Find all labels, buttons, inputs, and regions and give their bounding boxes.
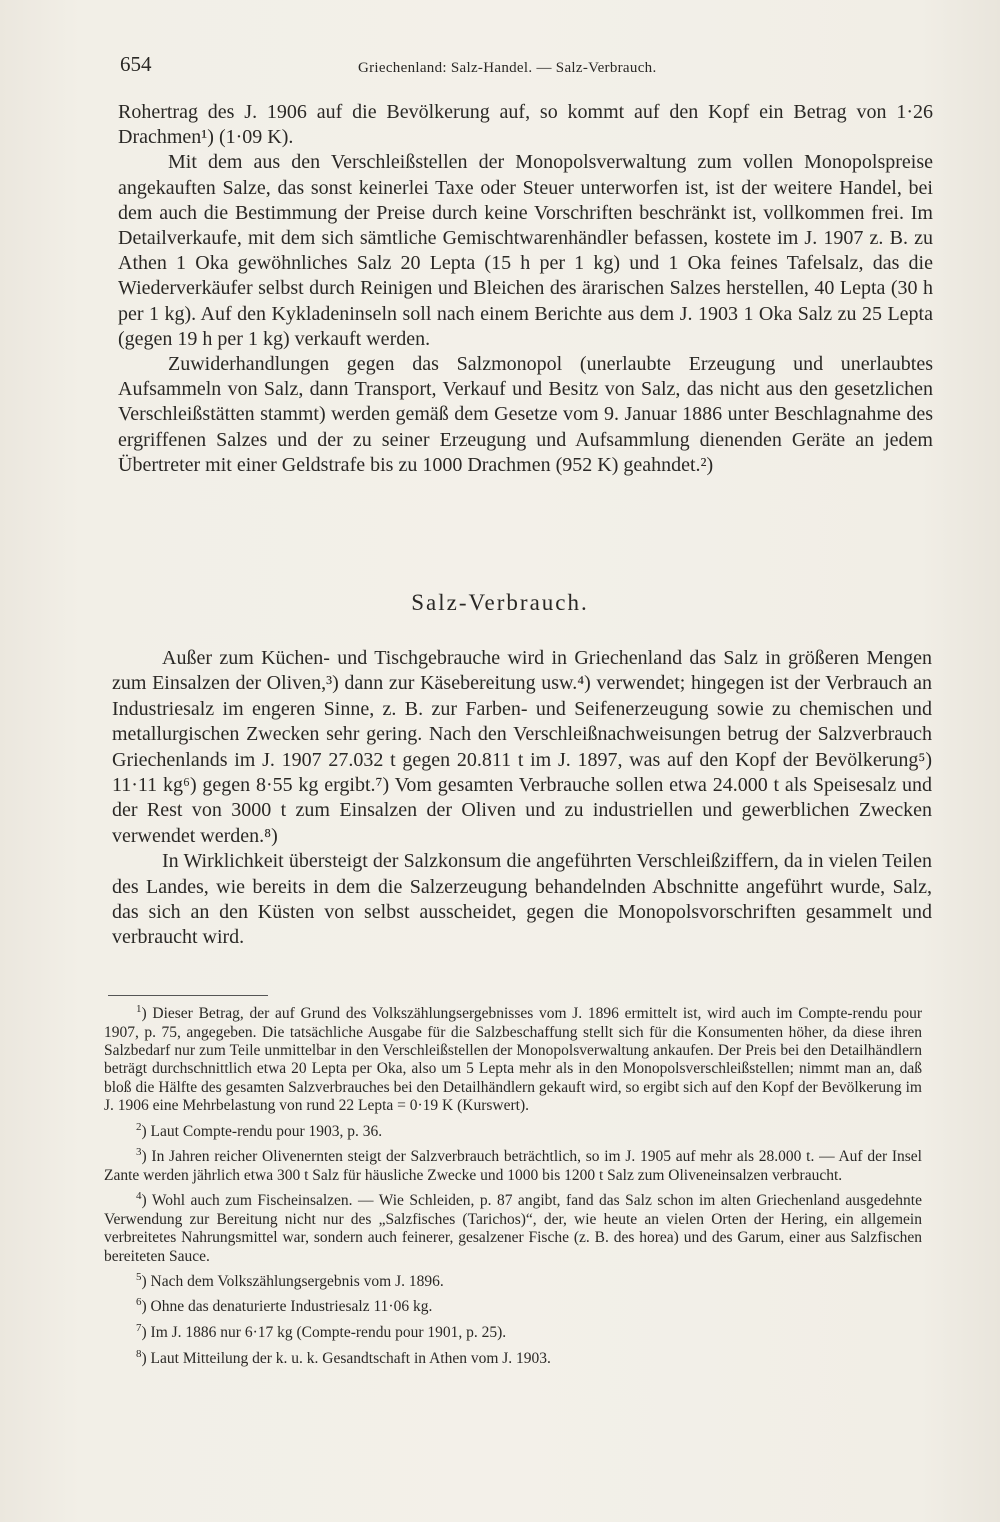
body-text-bottom <box>112 646 932 951</box>
footnote-text: Im J. 1886 nur 6·17 kg (Compte-rendu pour 1901, p. 25). <box>150 1324 507 1342</box>
footnote-mark: 4 <box>136 1190 142 1203</box>
running-head: Griechenland: Salz-Handel. — Salz-Verbrauch. <box>358 60 657 76</box>
footnote-mark: 8 <box>136 1347 142 1360</box>
footnote-text: Ohne das denaturierte Industriesalz 11·06 kg. <box>150 1298 433 1316</box>
footnote: $^6$) Ohne das denaturierte Industriesalz 11·06 kg. <box>136 1296 433 1316</box>
footnote-text: Laut Compte-rendu pour 1903, p. 36. <box>150 1122 383 1140</box>
footnote-mark: 5 <box>136 1270 142 1283</box>
footnote-text: Wohl auch zum Fischeinsalzen. — Wie Schleiden, p. 87 angibt, fand das Salz schon im alten Griechenland ausgedehnte Verwendung zur Bereitung nicht nur des „Salzfisches (Tarichos)“, der, wie heute an vielen Orten der Hering, ein allgemein verbreitetes Nahrungsmittel war, sondern auch feinerer, gesalzener Fische (z. B. des horea) und des Garum, einer aus Salzfischen bereiteten Sauce. <box>104 1192 922 1265</box>
footnote: $^4$) Wohl auch zum Fischeinsalzen. — Wie Schleiden, p. 87 angibt, fand das Salz schon im alten Griechenland ausgedehnte Verwendung zur Bereitung nicht nur des „Salzfisches (Tarichos)“, der, wie heute an vielen Orten der Hering, ein allgemein verbreitetes Nahrungsmittel war, sondern auch feinerer, gesalzener Fische (z. B. des horea) und des Garum, einer aus Salzfischen bereiteten Sauce. <box>104 1190 922 1265</box>
page-number: 654 <box>120 52 152 76</box>
footnote-mark: 1 <box>136 1003 142 1015</box>
footnote-mark: 3 <box>136 1146 142 1159</box>
footnote-divider <box>108 995 268 996</box>
footnote-text: Dieser Betrag, der auf Grund des Volkszählungsergebnisses vom J. 1896 ermittelt ist, wird auch im Compte-rendu pour 1907, p. 75, angegeben. Die tatsächliche Ausgabe für die Salzbeschaffung stellt sich für die Konsumenten höher, da diese ihren Salzbedarf nur zum Teile unmittelbar in den Verschleißstellen der Monopolsverwaltung ankaufen. Der Preis bei den Detailhändlern beträgt durchschnittlich etwa 20 Lepta per Oka, also um 5 Lepta mehr als in den Monopolsverschleißstellen; nimmt man an, daß bloß die Hälfte des gesamten Salzverbrauches bei den Detailhändlern gekauft wird, so ergibt sich auf den Kopf der Bevölkerung im J. 1906 eine Mehrbelastung von rund 22 Lepta = 0·19 K (Kurswert). <box>104 1005 922 1115</box>
footnote-mark: 2 <box>136 1120 142 1133</box>
footnotes <box>104 1000 922 1370</box>
body-text-top <box>118 100 933 478</box>
footnote-text: Laut Mitteilung der k. u. k. Gesandtschaft in Athen vom J. 1903. <box>150 1349 551 1367</box>
paragraph: Mit dem aus den Verschleißstellen der Monopolsverwaltung zum vollen Monopolspreise angekauften Salze, das sonst keinerlei Taxe oder Steuer unterworfen ist, ist der weitere Handel, bei dem auch die Bestimmung der Preise durch keine Vorschriften beschränkt ist, vollkommen frei. Im Detailverkaufe, mit dem sich sämtliche Gemischtwarenhändler befassen, kostete im J. 1907 z. B. zu Athen 1 Oka gewöhnliches Salz 20 Lepta (15 h per 1 kg) und 1 Oka feines Tafelsalz, das die Wiederverkäufer selbst durch Reinigen und Bleichen des ärarischen Salzes herstellen, 40 Lepta (30 h per 1 kg). Auf den Kykladeninseln soll nach einem Berichte aus dem J. 1903 1 Oka Salz zu 25 Lepta (gegen 19 h per 1 kg) verkauft werden. <box>118 151 933 350</box>
paragraph: Außer zum Küchen- und Tischgebrauche wird in Griechenland das Salz in größeren Mengen zum Einsalzen der Oliven,³) dann zur Käsebereitung usw.⁴) verwendet; hingegen ist der Verbrauch an Industriesalz im engeren Sinne, z. B. zur Farben- und Seifenerzeugung sowie zu chemischen und metallurgischen Zwecken sehr gering. Nach den Verschleißnachweisungen betrug der Salzverbrauch Griechenlands im J. 1907 27.032 t gegen 20.811 t im J. 1897, was auf den Kopf der Bevölkerung⁵) 11·11 kg⁶) gegen 8·55 kg ergibt.⁷) Vom gesamten Verbrauche sollen etwa 24.000 t als Speisesalz und der Rest von 3000 t zum Einsalzen der Oliven und zu industriellen und gewerblichen Zwecken verwendet werden.⁸) <box>112 647 932 847</box>
footnote: $^1$) Dieser Betrag, der auf Grund des Volkszählungsergebnisses vom J. 1896 ermittelt ist, wird auch im Compte-rendu pour 1907, p. 75, angegeben. Die tatsächliche Ausgabe für die Salzbeschaffung stellt sich für die Konsumenten höher, da diese ihren Salzbedarf nur zum Teile unmittelbar in den Verschleißstellen der Monopolsverwaltung ankaufen. Der Preis bei den Detailhändlern beträgt durchschnittlich etwa 20 Lepta per Oka, also um 5 Lepta mehr als in den Monopolsverschleißstellen; nimmt man an, daß bloß die Hälfte des gesamten Salzverbrauches bei den Detailhändlern gekauft wird, so ergibt sich auf den Kopf der Bevölkerung im J. 1906 eine Mehrbelastung von rund 22 Lepta = 0·19 K (Kurswert). <box>104 1003 922 1115</box>
footnote: $^5$) Nach dem Volkszählungsergebnis vom J. 1896. <box>136 1270 444 1291</box>
footnote-text: Nach dem Volkszählungsergebnis vom J. 1896. <box>150 1273 444 1291</box>
footnote-mark: 7 <box>136 1322 142 1335</box>
footnote: $^3$) In Jahren reicher Olivenernten steigt der Salzverbrauch beträchtlich, so im J. 1905 auf mehr als 28.000 t. — Auf der Insel Zante werden jährlich etwa 300 t Salz für häusliche Zwecke und 1000 bis 1200 t Salz zum Oliveneinsalzen verbraucht. <box>104 1146 922 1184</box>
paragraph: Rohertrag des J. 1906 auf die Bevölkerung auf, so kommt auf den Kopf ein Betrag von 1·26 Drachmen¹) (1·09 K). <box>118 101 933 149</box>
footnote: $^8$) Laut Mitteilung der k. u. k. Gesandtschaft in Athen vom J. 1903. <box>136 1347 551 1367</box>
section-title: Salz-Verbrauch. <box>411 590 589 615</box>
paragraph: Zuwiderhandlungen gegen das Salzmonopol (unerlaubte Erzeugung und unerlaubtes Aufsammeln von Salz, dann Transport, Verkauf und Besitz von Salz, das nicht aus den gesetzlichen Verschleißstätten stammt) werden gemäß dem Gesetze vom 9. Januar 1886 unter Beschlagnahme des ergriffenen Salzes und der zu seiner Erzeugung und Aufsammlung dienenden Geräte an jedem Übertreter mit einer Geldstrafe bis zu 1000 Drachmen (952 K) geahndet.²) <box>118 353 933 476</box>
page-header <box>120 52 940 82</box>
footnote: $^2$) Laut Compte-rendu pour 1903, p. 36. <box>136 1120 383 1140</box>
paragraph: In Wirklichkeit übersteigt der Salzkonsum die angeführten Verschleißziffern, da in vielen Teilen des Landes, wie bereits in dem die Salzerzeugung behandelnden Abschnitte angeführt wurde, Salz, das sich an den Küsten von selbst ausscheidet, gegen die Monopolsvorschriften gesammelt und verbraucht wird. <box>112 850 932 949</box>
footnote-text: In Jahren reicher Olivenernten steigt der Salzverbrauch beträchtlich, so im J. 1905 auf mehr als 28.000 t. — Auf der Insel Zante werden jährlich etwa 300 t Salz für häusliche Zwecke und 1000 bis 1200 t Salz zum Oliveneinsalzen verbraucht. <box>104 1148 922 1184</box>
footnote: $^7$) Im J. 1886 nur 6·17 kg (Compte-rendu pour 1901, p. 25). <box>136 1322 507 1342</box>
footnote-mark: 6 <box>136 1296 142 1309</box>
